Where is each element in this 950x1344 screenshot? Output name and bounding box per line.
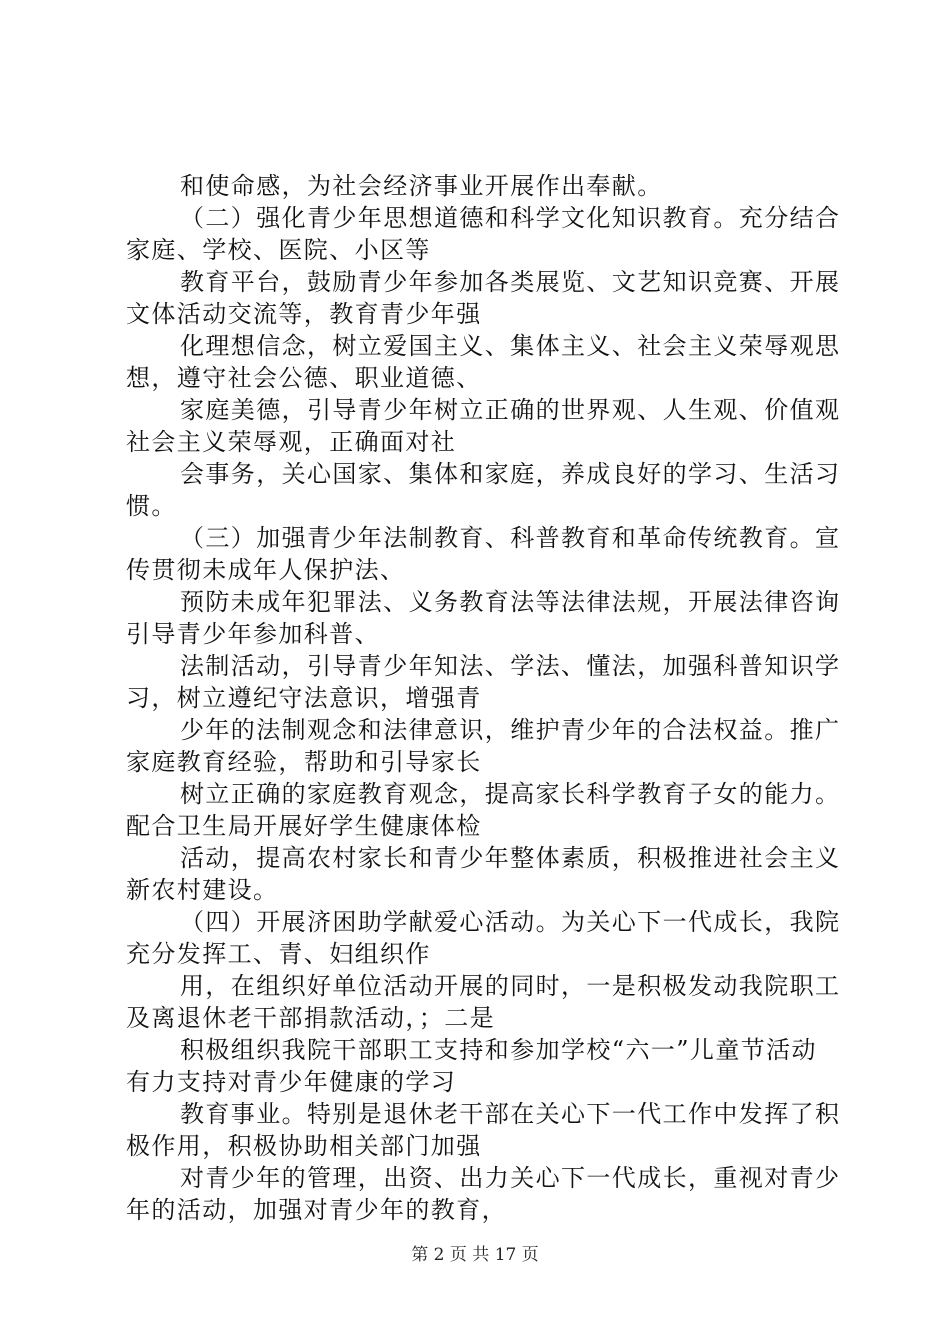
text-line: 对青少年的管理，出资、出力关心下一代成长，重视对青少 [180, 1164, 841, 1192]
text-line: 充分发挥工、青、妇组织作 [126, 940, 431, 968]
text-line: 教育事业。特别是退休老干部在关心下一代工作中发挥了积 [180, 1100, 841, 1128]
text-line: 家庭美德，引导青少年树立正确的世界观、人生观、价值观 [180, 396, 841, 424]
text-line: （四）开展济困助学献爱心活动。为关心下一代成长，我院 [180, 908, 841, 936]
text-line: 年的活动，加强对青少年的教育， [126, 1196, 507, 1224]
text-line: 传贯彻未成年人保护法、 [126, 556, 406, 584]
body-text [126, 170, 846, 1226]
text-line: 化理想信念，树立爱国主义、集体主义、社会主义荣辱观思 [180, 332, 841, 360]
text-line: 预防未成年犯罪法、义务教育法等法律法规，开展法律咨询 [180, 588, 841, 616]
text-line: 家庭、学校、医院、小区等 [126, 236, 431, 264]
text-line: 文体活动交流等，教育青少年强 [126, 300, 482, 328]
text-line: 和使命感，为社会经济事业开展作出奉献。 [180, 172, 663, 200]
text-line: 习，树立遵纪守法意识，增强青 [126, 684, 482, 712]
text-line: 社会主义荣辱观，正确面对社 [126, 428, 457, 456]
text-line: 用，在组织好单位活动开展的同时，一是积极发动我院职工 [180, 972, 841, 1000]
text-line: 配合卫生局开展好学生健康体检 [126, 812, 482, 840]
text-line: 法制活动，引导青少年知法、学法、懂法，加强科普知识学 [180, 652, 841, 680]
text-line: 惯。 [126, 492, 177, 520]
text-line: 想，遵守社会公德、职业道德、 [126, 364, 482, 392]
text-line: 少年的法制观念和法律意识，维护青少年的合法权益。推广 [180, 716, 841, 744]
text-line: 家庭教育经验，帮助和引导家长 [126, 748, 482, 776]
text-line: 活动，提高农村家长和青少年整体素质，积极推进社会主义 [180, 844, 841, 872]
text-line: 引导青少年参加科普、 [126, 620, 380, 648]
text-line: （三）加强青少年法制教育、科普教育和革命传统教育。宣 [180, 524, 841, 552]
text-line: 新农村建设。 [126, 876, 279, 904]
text-line: 及离退休老干部捐款活动，；二是 [126, 1004, 495, 1032]
text-line: （二）强化青少年思想道德和科学文化知识教育。充分结合 [180, 204, 841, 232]
text-line: 教育平台，鼓励青少年参加各类展览、文艺知识竞赛、开展 [180, 268, 841, 296]
text-line: 树立正确的家庭教育观念，提高家长科学教育子女的能力。 [180, 780, 841, 808]
page-number-label: 第 2 页 共 17 页 [411, 1245, 539, 1265]
text-line: 极作用，积极协助相关部门加强 [126, 1132, 482, 1160]
text-line: 积极组织我院干部职工支持和参加学校“六一”儿童节活动 [180, 1036, 817, 1064]
text-line: 有力支持对青少年健康的学习 [126, 1068, 457, 1096]
text-line: 会事务，关心国家、集体和家庭，养成良好的学习、生活习 [180, 460, 841, 488]
page-footer [0, 1243, 950, 1267]
